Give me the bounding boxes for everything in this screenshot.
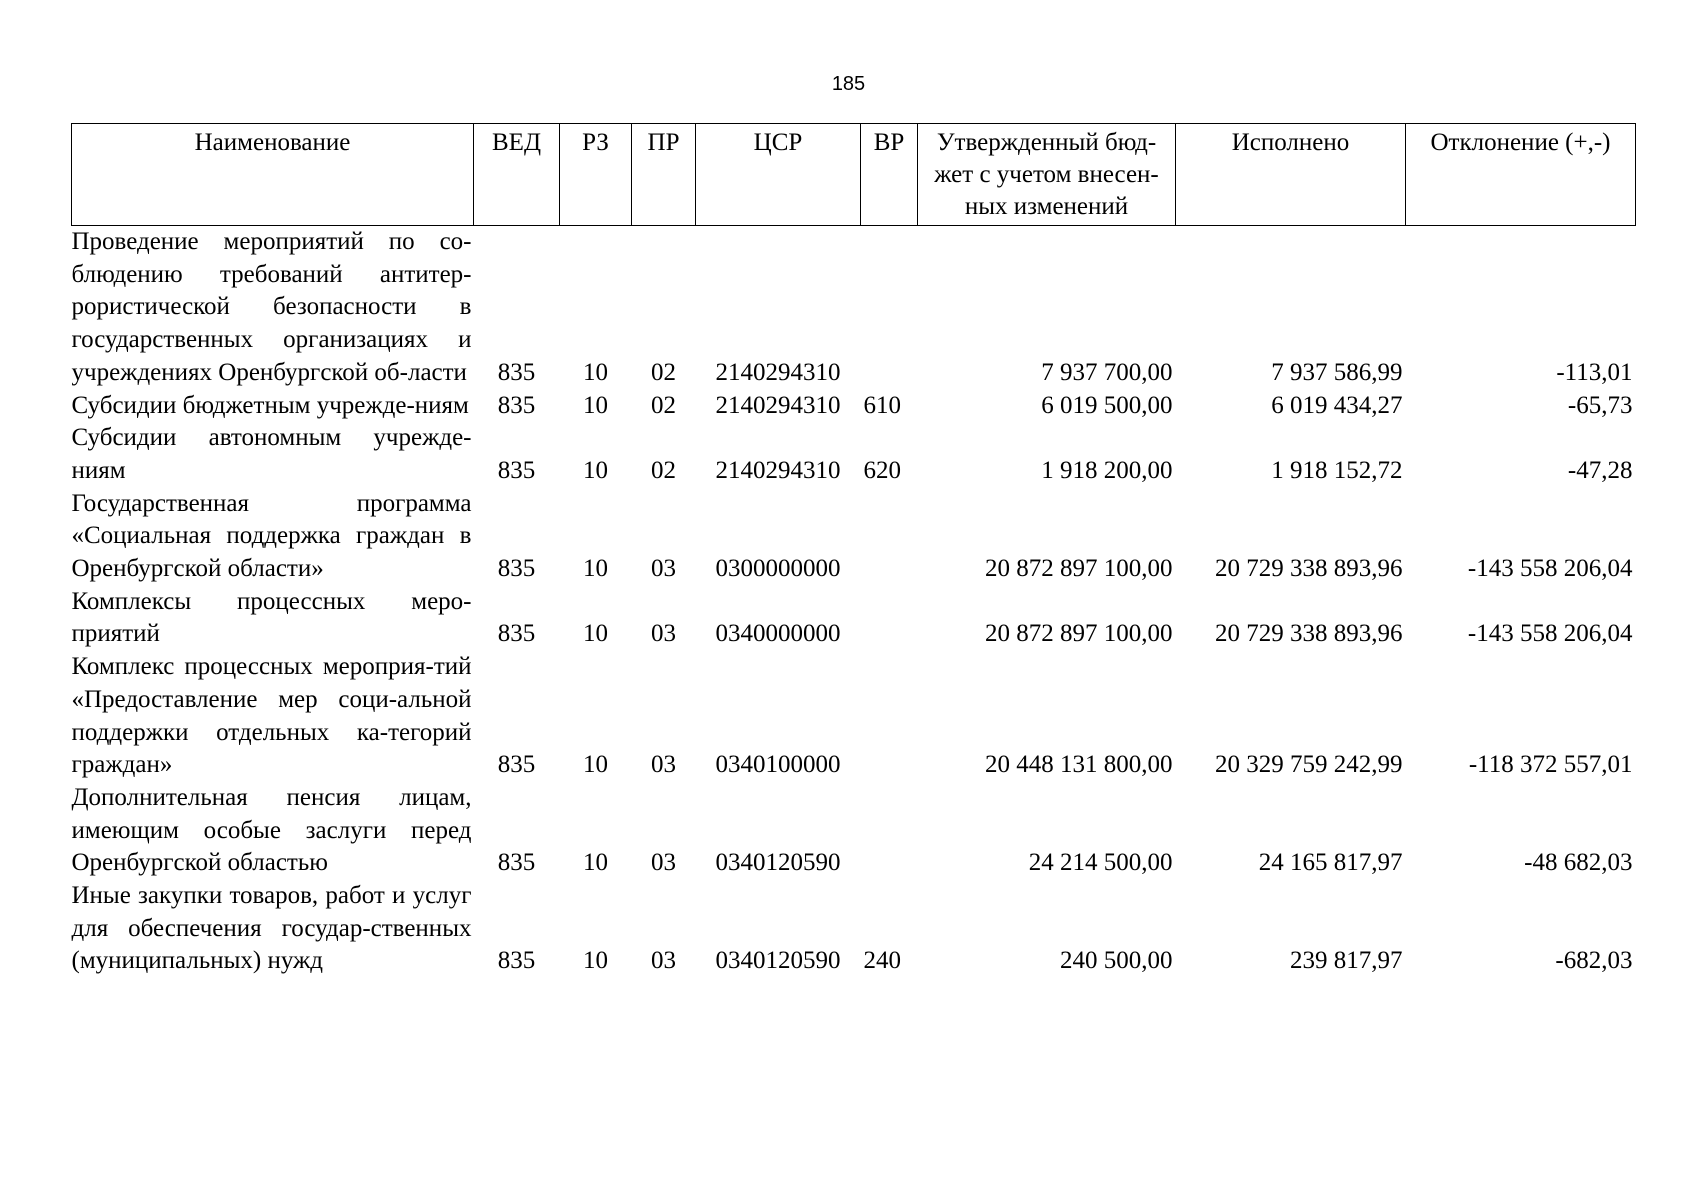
row-approved: 24 214 500,00 <box>1028 849 1173 877</box>
row-name: Субсидии автономным учрежде-ниям <box>71 424 472 484</box>
row-vr <box>861 488 918 586</box>
row-deviation: -47,28 <box>1567 456 1633 484</box>
row-ved: 835 <box>497 555 536 583</box>
row-approved: 7 937 700,00 <box>1041 358 1173 386</box>
row-pr: 03 <box>651 751 676 779</box>
row-name: Субсидии бюджетным учрежде-ниям <box>71 391 469 419</box>
row-ved: 835 <box>497 620 536 648</box>
row-ved: 835 <box>497 751 536 779</box>
page-number: 185 <box>831 73 866 95</box>
row-deviation: -113,01 <box>1556 358 1633 386</box>
row-csr: 0340100000 <box>715 751 841 779</box>
row-name: Иные закупки товаров, работ и услуг для обеспечения государ-ственных (муниципальных) нужд <box>71 882 472 975</box>
row-deviation: -143 558 206,04 <box>1467 555 1633 583</box>
row-rz: 10 <box>583 391 608 419</box>
row-executed: 1 918 152,72 <box>1271 456 1403 484</box>
table-row <box>72 422 1636 487</box>
header-ved: ВЕД <box>474 124 560 226</box>
row-ved: 835 <box>497 456 536 484</box>
table-row <box>72 226 1636 390</box>
row-vr: 610 <box>863 391 901 419</box>
header-pr: ПР <box>632 124 696 226</box>
row-approved: 20 448 131 800,00 <box>985 751 1173 779</box>
row-executed: 7 937 586,99 <box>1271 358 1403 386</box>
row-deviation: -48 682,03 <box>1524 849 1633 877</box>
row-vr <box>861 782 918 880</box>
row-csr: 2140294310 <box>715 456 841 484</box>
table-row <box>72 390 1636 423</box>
row-deviation: -65,73 <box>1567 391 1633 419</box>
row-name: Дополнительная пенсия лицам, имеющим особые заслуги перед Оренбургской областью <box>71 783 472 877</box>
table-row <box>72 651 1636 782</box>
row-vr: 620 <box>863 456 901 484</box>
row-csr: 0300000000 <box>715 555 841 583</box>
row-pr: 03 <box>651 849 676 877</box>
row-vr <box>861 226 918 390</box>
row-ved: 835 <box>497 947 536 975</box>
row-executed: 24 165 817,97 <box>1258 849 1403 877</box>
header-vr: ВР <box>861 124 918 226</box>
row-name: Государственная программа «Социальная поддержка граждан в Оренбургской области» <box>71 489 472 583</box>
row-csr: 0340120590 <box>715 947 841 975</box>
header-executed: Исполнено <box>1176 124 1406 226</box>
row-approved: 1 918 200,00 <box>1041 456 1173 484</box>
row-csr: 2140294310 <box>715 391 841 419</box>
row-executed: 20 329 759 242,99 <box>1215 751 1403 779</box>
row-rz: 10 <box>583 358 608 386</box>
table-header-row <box>72 124 1636 226</box>
row-deviation: -682,03 <box>1555 947 1633 975</box>
row-name: Комплексы процессных меро-приятий <box>71 587 472 648</box>
row-ved: 835 <box>497 358 536 386</box>
row-pr: 03 <box>651 947 676 975</box>
table-row <box>72 488 1636 586</box>
header-deviation: Отклонение (+,-) <box>1406 124 1636 226</box>
header-approved-budget: Утвержденный бюд-жет с учетом внесен-ных изменений <box>918 124 1176 226</box>
row-rz: 10 <box>583 620 608 648</box>
header-csr: ЦСР <box>696 124 861 226</box>
table-row <box>72 782 1636 880</box>
row-executed: 239 817,97 <box>1290 947 1403 975</box>
budget-execution-table <box>71 123 1636 978</box>
row-ved: 835 <box>497 391 536 419</box>
row-pr: 03 <box>651 620 676 648</box>
table-row <box>72 880 1636 978</box>
row-rz: 10 <box>583 555 608 583</box>
row-csr: 0340000000 <box>715 620 841 648</box>
row-vr: 240 <box>863 947 901 975</box>
row-approved: 240 500,00 <box>1060 947 1173 975</box>
row-name: Проведение мероприятий по со-блюдению требований антитер-рористической безопасности в государственных организациях и учреждениях Оренбургской об-ласти <box>71 228 472 386</box>
row-executed: 20 729 338 893,96 <box>1215 555 1403 583</box>
row-pr: 02 <box>651 391 676 419</box>
row-rz: 10 <box>583 849 608 877</box>
row-ved: 835 <box>497 849 536 877</box>
row-csr: 2140294310 <box>715 358 841 386</box>
row-rz: 10 <box>583 947 608 975</box>
row-executed: 6 019 434,27 <box>1271 391 1403 419</box>
row-rz: 10 <box>583 751 608 779</box>
row-pr: 02 <box>651 456 676 484</box>
header-rz: РЗ <box>560 124 632 226</box>
row-name: Комплекс процессных мероприя-тий «Предоставление мер соци-альной поддержки отдельных ка-тегорий граждан» <box>71 653 472 779</box>
row-csr: 0340120590 <box>715 849 841 877</box>
row-pr: 02 <box>651 358 676 386</box>
row-vr <box>861 586 918 651</box>
header-name: Наименование <box>72 124 474 226</box>
row-approved: 20 872 897 100,00 <box>985 555 1173 583</box>
row-executed: 20 729 338 893,96 <box>1215 620 1403 648</box>
row-vr <box>861 651 918 782</box>
row-rz: 10 <box>583 456 608 484</box>
row-deviation: -118 372 557,01 <box>1468 751 1633 779</box>
row-approved: 6 019 500,00 <box>1041 391 1173 419</box>
row-deviation: -143 558 206,04 <box>1467 620 1633 648</box>
row-approved: 20 872 897 100,00 <box>985 620 1173 648</box>
table-row <box>72 586 1636 651</box>
row-pr: 03 <box>651 555 676 583</box>
